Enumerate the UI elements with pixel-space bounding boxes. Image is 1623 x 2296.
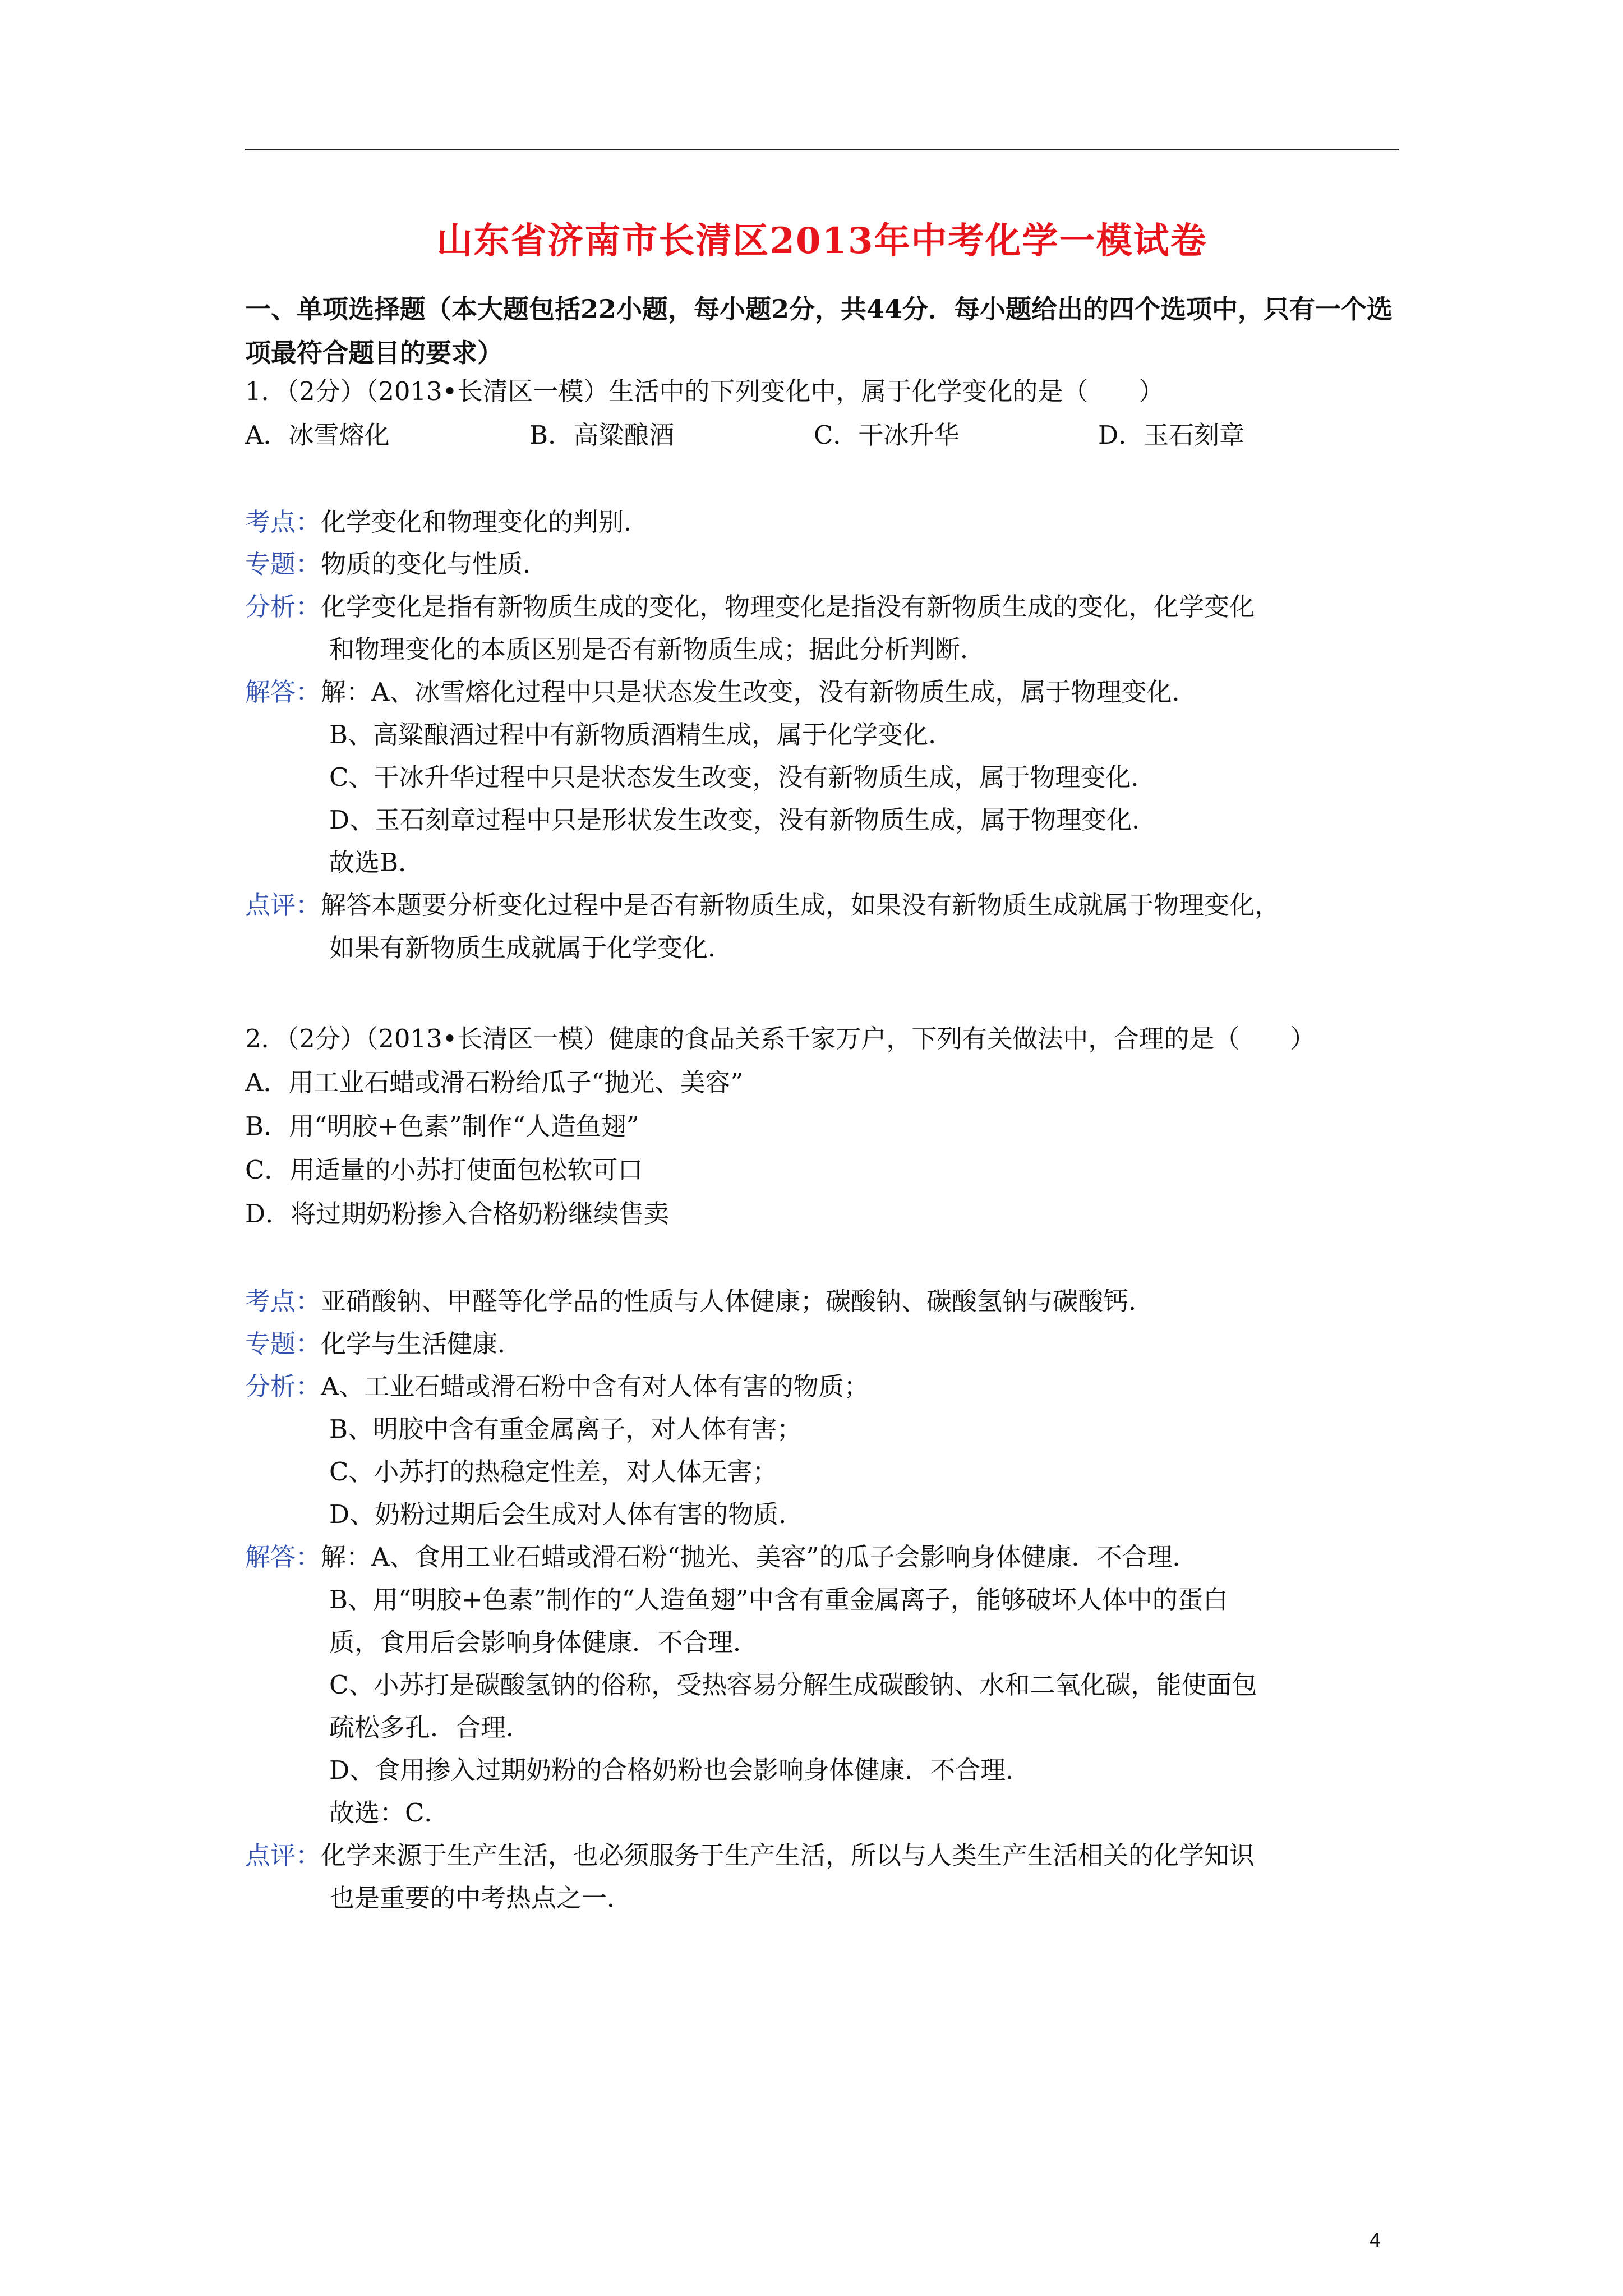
q2-dianping: [245, 1839, 1255, 1872]
jieda-line: D、食用掺入过期奶粉的合格奶粉也会影响身体健康．不合理．: [329, 1755, 1031, 1785]
jieda-line: 故选B．: [329, 848, 424, 877]
section-heading: 一、单项选择题（本大题包括22小题，每小题2分，共44分．每小题给出的四个选项中，只有一个选项最符合题目的要求）: [245, 294, 1393, 368]
jieda-label: 解答：: [245, 677, 321, 707]
option-a: A．用工业石蜡或滑石粉给瓜子“抛光、美容”: [245, 1068, 744, 1097]
dianping-line: 也是重要的中考热点之一．: [329, 1883, 633, 1913]
q1-fenxi: [245, 590, 1255, 624]
question-2-stem: 2．（2分）（2013•长清区一模）健康的食品关系千家万户，下列有关做法中，合理的是（ ）: [245, 1024, 1316, 1053]
jieda-line: 疏松多孔．合理．: [329, 1713, 532, 1742]
option-b: B．用“明胶+色素”制作“人造鱼翅”: [245, 1111, 639, 1141]
page-number: 4: [1370, 2228, 1381, 2251]
jieda-line: D、玉石刻章过程中只是形状发生改变，没有新物质生成，属于物理变化．: [329, 805, 1158, 835]
q2-jieda: [245, 1540, 1198, 1574]
q1-dianping: [245, 889, 1280, 922]
fenxi-line: B、明胶中含有重金属离子，对人体有害；: [329, 1414, 803, 1444]
kaodian-text: 化学变化和物理变化的判别．: [321, 507, 649, 537]
option-c: C．用适量的小苏打使面包松软可口: [245, 1155, 643, 1185]
jieda-line: B、高粱酿酒过程中有新物质酒精生成，属于化学变化．: [329, 720, 954, 749]
option-d: D．玉石刻章: [1098, 420, 1245, 450]
jieda-line: C、干冰升华过程中只是状态发生改变，没有新物质生成，属于物理变化．: [329, 762, 1156, 792]
zhuanti-label: 专题：: [245, 549, 321, 579]
fenxi-line: D、奶粉过期后会生成对人体有害的物质．: [329, 1499, 804, 1529]
q2-fenxi: [245, 1370, 869, 1404]
jieda-line: C、小苏打是碳酸氢钠的俗称，受热容易分解生成碳酸钠、水和二氧化碳，能使面包: [329, 1670, 1257, 1700]
q2-kaodian: [245, 1285, 1154, 1318]
kaodian-label: 考点：: [245, 507, 321, 537]
dianping-label: 点评：: [245, 1841, 321, 1870]
option-a: A．冰雪熔化: [245, 420, 390, 450]
question-1-stem: 1．（2分）（2013•长清区一模）生活中的下列变化中，属于化学变化的是（ ）: [245, 376, 1164, 406]
jieda-line: 质，食用后会影响身体健康．不合理．: [329, 1627, 759, 1657]
fenxi-line: C、小苏打的热稳定性差，对人体无害；: [329, 1457, 778, 1487]
q1-kaodian: [245, 505, 649, 539]
dianping-line: 解答本题要分析变化过程中是否有新物质生成，如果没有新物质生成就属于物理变化，: [321, 890, 1280, 920]
kaodian-text: 亚硝酸钠、甲醛等化学品的性质与人体健康；碳酸钠、碳酸氢钠与碳酸钙．: [321, 1286, 1154, 1316]
zhuanti-text: 化学与生活健康．: [321, 1329, 523, 1359]
jieda-line: 故选：C．: [329, 1798, 450, 1828]
jieda-line: 解：A、冰雪熔化过程中只是状态发生改变，没有新物质生成，属于物理变化．: [321, 677, 1197, 707]
option-d: D．将过期奶粉掺入合格奶粉继续售卖: [245, 1199, 670, 1228]
option-c: C．干冰升华: [814, 420, 960, 450]
zhuanti-label: 专题：: [245, 1329, 321, 1359]
kaodian-label: 考点：: [245, 1286, 321, 1316]
q2-zhuanti: [245, 1327, 523, 1361]
fenxi-label: 分析：: [245, 1372, 321, 1401]
dianping-line: 如果有新物质生成就属于化学变化．: [329, 933, 734, 963]
q1-zhuanti: [245, 547, 548, 581]
zhuanti-text: 物质的变化与性质．: [321, 549, 548, 579]
fenxi-line: A、工业石蜡或滑石粉中含有对人体有害的物质；: [321, 1372, 869, 1401]
q1-jieda: [245, 675, 1197, 709]
fenxi-label: 分析：: [245, 592, 321, 622]
jieda-label: 解答：: [245, 1542, 321, 1572]
fenxi-line: 和物理变化的本质区别是否有新物质生成；据此分析判断．: [329, 634, 986, 664]
document-title: 山东省济南市长清区2013年中考化学一模试卷: [436, 220, 1207, 262]
dianping-label: 点评：: [245, 890, 321, 920]
fenxi-line: 化学变化是指有新物质生成的变化，物理变化是指没有新物质生成的变化，化学变化: [321, 592, 1255, 622]
jieda-line: 解：A、食用工业石蜡或滑石粉“抛光、美容”的瓜子会影响身体健康．不合理．: [321, 1542, 1198, 1572]
option-b: B．高粱酿酒: [529, 420, 675, 450]
dianping-line: 化学来源于生产生活，也必须服务于生产生活，所以与人类生产生活相关的化学知识: [321, 1841, 1255, 1870]
jieda-line: B、用“明胶+色素”制作的“人造鱼翅”中含有重金属离子，能够破坏人体中的蛋白: [329, 1585, 1228, 1614]
question-1-options: [245, 418, 1244, 452]
header-rule: [245, 149, 1399, 150]
